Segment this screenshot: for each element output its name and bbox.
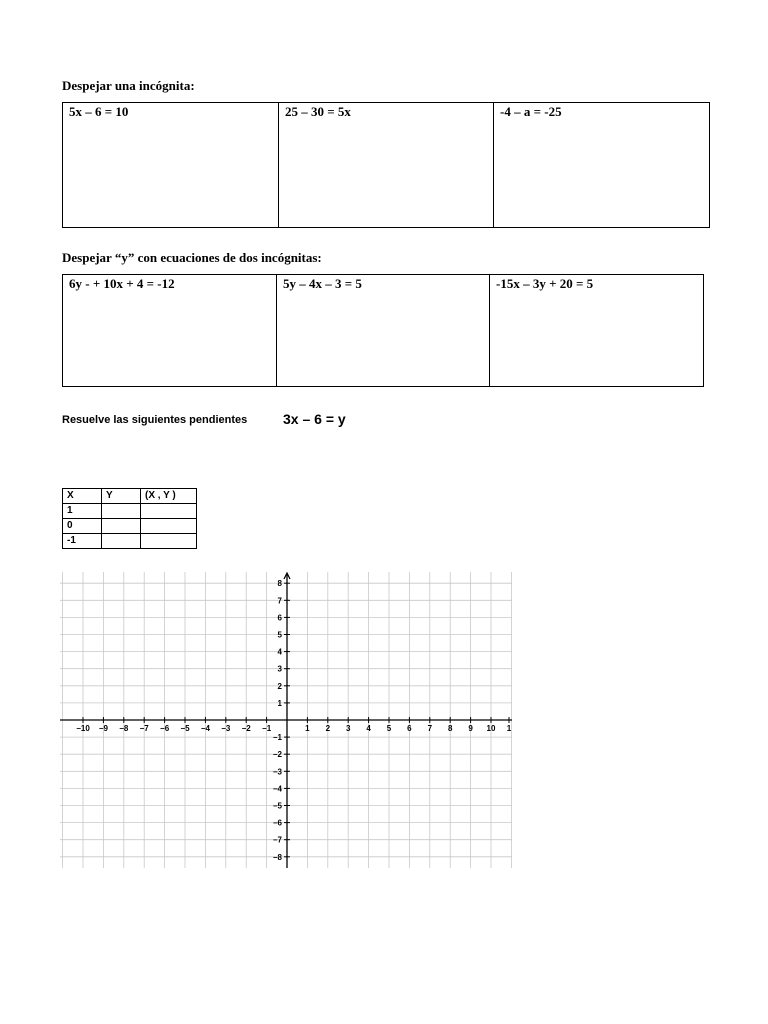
x-tick-label: −8 [119,724,129,733]
equation-box-1[interactable]: 5x – 6 = 10 [63,103,279,227]
xy-cell[interactable] [141,504,197,519]
y-tick-label: 7 [277,596,282,606]
x-tick-label: 1 [305,724,310,733]
x-tick-label: −9 [98,724,108,733]
equation-box-5[interactable]: 5y – 4x – 3 = 5 [277,275,490,386]
y-tick-label: 1 [277,698,282,708]
x-tick-label: −1 [262,724,272,733]
y-tick-label: 2 [277,681,282,691]
y-tick-label: −3 [272,767,282,777]
y-tick-label: 8 [277,579,282,589]
y-tick-label: −6 [272,818,282,828]
x-value: 0 [63,519,102,534]
x-tick-label: 5 [386,724,392,733]
table-row [63,504,197,519]
x-tick-label: −5 [180,724,190,733]
y-tick-label: −2 [272,750,282,760]
x-tick-label: 3 [345,724,351,733]
x-tick-label: 10 [486,724,496,733]
header-x: X [63,489,102,504]
x-tick-label: 8 [447,724,453,733]
section2-title: Despejar “y” con ecuaciones de dos incógnitas: [62,250,322,265]
y-tick-label: −1 [272,733,282,743]
y-tick-label: 3 [277,664,282,674]
equation-box-6[interactable]: -15x – 3y + 20 = 5 [496,276,594,291]
y-tick-label: −5 [272,801,282,811]
xy-cell[interactable] [141,519,197,534]
y-tick-label: −8 [272,852,282,862]
y-tick-label: 4 [277,647,282,657]
table-row [63,534,197,549]
x-tick-label: −3 [221,724,231,733]
y-tick-label: −4 [272,784,282,794]
y-tick-label: 6 [277,613,282,623]
x-tick-label: 2 [325,724,331,733]
x-tick-label: 9 [468,724,473,733]
x-tick-label: −10 [76,724,90,733]
table-row [63,519,197,534]
equation-box-2[interactable]: 25 – 30 = 5x [279,103,494,227]
x-tick-label: 4 [366,724,371,733]
y-tick-label: 5 [277,630,282,640]
section1-title: Despejar una incógnita: [62,78,195,93]
header-y: Y [102,489,141,504]
equation-box-3[interactable]: -4 – a = -25 [500,104,562,119]
y-cell[interactable] [102,519,141,534]
solve-for-y-boxes [62,274,704,387]
section3-title: Resuelve las siguientes pendientes [62,414,248,426]
coordinate-plane[interactable] [60,572,512,868]
x-tick-label: −6 [160,724,170,733]
equation-box-4[interactable]: 6y - + 10x + 4 = -12 [63,275,277,386]
x-tick-label: −2 [241,724,251,733]
xy-cell[interactable] [141,534,197,549]
x-tick-label: −7 [139,724,149,733]
x-tick-label: −4 [200,724,210,733]
x-value: 1 [63,504,102,519]
y-tick-label: −7 [272,835,282,845]
x-tick-label: 7 [427,724,433,733]
solve-one-unknown-boxes [62,102,710,228]
x-tick-label: 6 [407,724,412,733]
table-header-row [63,489,197,504]
x-value: -1 [63,534,102,549]
y-cell[interactable] [102,504,141,519]
xy-table [62,488,197,549]
x-tick-labels [76,724,512,733]
x-tick-label: 1 [506,724,512,733]
slope-equation: 3x – 6 = y [283,411,346,427]
header-xy: (X , Y ) [141,489,197,504]
y-cell[interactable] [102,534,141,549]
